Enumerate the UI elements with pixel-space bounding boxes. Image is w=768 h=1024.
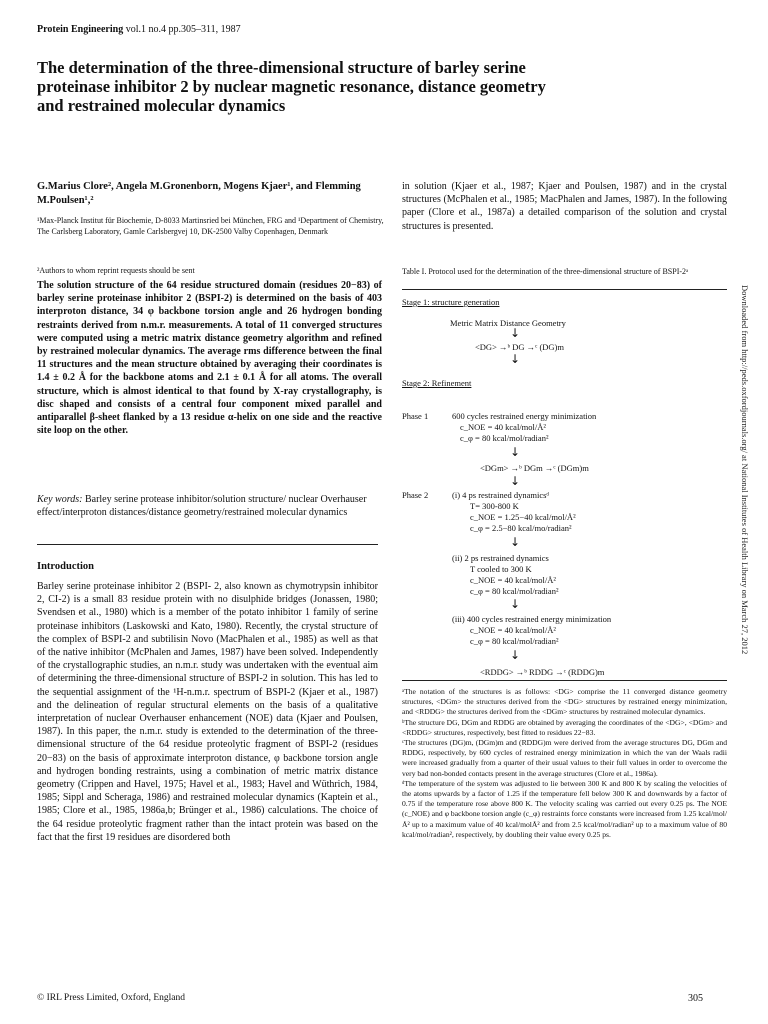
table-caption: Table I. Protocol used for the determination of the three-dimensional structure of BSPI-2ᵃ xyxy=(402,267,689,276)
keywords-text: Barley serine protease inhibitor/solution structure/ nuclear Overhauser effect/interproton distances/distance geometry/restrained molecular dynamics xyxy=(37,494,367,519)
phase2-line: (iii) 400 cycles restrained energy minimization xyxy=(452,614,612,624)
stage1-heading: Stage 1: structure generation xyxy=(402,297,500,307)
journal-header xyxy=(37,24,241,35)
down-arrow-icon: ↓ xyxy=(510,597,521,611)
phase2-line: T= 300-800 K xyxy=(470,501,519,511)
phase2-step-iii xyxy=(452,614,611,647)
footnote: ᶜThe structures (DG)m, (DGm)m and (RDDG)m were derived from the average structures DG, DGm and RDDG, respectively, by 600 cycles of restrained energy minimization in which the van der Waals radii were increased gradually from a quarter of their usual values to their full values in order to overcome the very bad non-bonded contacts present in the average structures (Clore et al., 1986a). xyxy=(402,738,727,778)
keywords-label: Key words: xyxy=(37,494,83,505)
download-watermark-text[interactable]: Downloaded from http://peds.oxfordjournals.org/ at National Institutes of Health Library on March 27, 2012 xyxy=(740,285,750,655)
phase2-step-i xyxy=(452,490,576,534)
down-arrow-icon: ↓ xyxy=(510,535,521,549)
intro-paragraph: Barley serine proteinase inhibitor 2 (BSPI- 2, also known as chymotrypsin inhibitor 2, CI-2) is a small 83 residue protein with no disulphide bridges (Jonassen, 1980; Svendsen et al., 1980) which is a member of the potato inhibitor 1 family of serine proteinase inhibitors (Laskowski and Kato, 1980). Recently, the crystal structure of the complex of BSPI-2 and subtilisin Novo (MacPhalen et al., 1985) as well as that of the native inhibitor (McPhalen and James, 1987) have been solved. Independently of the crystallographic studies, an n.m.r. study was undertaken with the eventual aim of determining the three-dimensional structure of BSPI-2 in solution. This has led to the sequential assignment of the ¹H-n.m.r. spectrum of BSPI-2 (Kjaer et al., 1987) and the delineation of regular structural elements on the basis of a qualitative interpretation of nuclear Overhauser enhancement (NOE) data (Kjaer and Poulsen, 1987). In this paper, the n.m.r. study is extended to the determination of the three-dimensional structure of the 64 residue proteolytic fragment of BSPI-2 (residues 20−83) on the basis of approximate interproton distance, φ backbone torsion angle and hydrogen bonding restraints, using a combination of metric matrix distance geometry (Crippen and Havel, 1975; Havel et al., 1983; Havel and Wüthrich, 1984, 1985; Sippl and Scheraga, 1986) and restrained molecular dynamics (Kaptein et al., 1985; Clore et al., 1985, 1986a,b; Brünger et al., 1986) calculations. The choice of the 64 residue proteolytic fragment rather than the intact protein was based on the fact that the first 19 residues are disordered both xyxy=(37,581,378,843)
phase1-line: 600 cycles restrained energy minimization xyxy=(452,411,597,421)
phase2-line: (ii) 2 ps restrained dynamics xyxy=(452,553,549,563)
phase1-equation: <DGm> →ᵇ DGm →ᶜ (DGm)m xyxy=(480,463,589,473)
page-number: 305 xyxy=(688,993,703,1004)
phase1-line: c_NOE = 40 kcal/mol/Å² xyxy=(460,422,546,432)
journal-details: vol.1 no.4 pp.305–311, 1987 xyxy=(125,24,241,35)
phase2-step-ii xyxy=(452,553,559,597)
abstract: The solution structure of the 64 residue structured domain (residues 20−83) of barley serine proteinase inhibitor 2 (BSPI-2) is determined on the basis of 403 interproton distance, 34 φ backbone torsion angle and 26 hydrogen bonding restraints derived from n.m.r. measurements. A total of 11 converged structures were computed using a metric matrix distance geometry algorithm and refined by restrained molecular dynamics. The average rms difference between the final 11 structures and the mean structure obtained by averaging their coordinates is 1.4 ± 0.2 Å for the backbone atoms and 2.1 ± 0.1 Å for all atoms. The overall structure, which is almost identical to that found by X-ray crystallography, is disc shaped and consists of a central four component mixed parallel and antiparallel β-sheet flanked by a 13 residue α-helix on one side and the reactive site loop on the other. xyxy=(37,280,382,437)
phase2-label: Phase 2 xyxy=(402,490,429,500)
intro-heading: Introduction xyxy=(37,561,94,572)
section-divider xyxy=(37,544,378,545)
phase1-block xyxy=(452,411,596,444)
keywords xyxy=(37,493,382,519)
phase2-line: c_NOE = 40 kcal/mol/Å² xyxy=(470,575,556,585)
down-arrow-icon: ↓ xyxy=(510,648,521,662)
down-arrow-icon: ↓ xyxy=(510,445,521,459)
footnote: ᵃThe notation of the structures is as follows: <DG> comprise the 11 converged distance geometry structures, <DGm> the structures derived from the <DG> structures by restrained energy minimization, and <RDDG> the structures derived from the <DGm> structures by restrained molecular dynamics. xyxy=(402,687,727,717)
paper-title: The determination of the three-dimensional structure of barley serine proteinase inhibitor 2 by nuclear magnetic resonance, distance geometry and restrained molecular dynamics xyxy=(37,58,546,115)
phase2-line: (i) 4 ps restrained dynamicsᵈ xyxy=(452,490,550,500)
correspondence-note: ²Authors to whom reprint requests should be sent xyxy=(37,266,195,275)
phase1-label: Phase 1 xyxy=(402,411,429,421)
stage1-equation: <DG> →ᵇ DG →ᶜ (DG)m xyxy=(475,342,564,352)
phase2-line: c_φ = 80 kcal/mol/radian² xyxy=(470,586,559,596)
phase2-line: c_NOE = 1.25−40 kcal/mol/Å² xyxy=(470,512,576,522)
final-equation: <RDDG> →ᵇ RDDG →ᶜ (RDDG)m xyxy=(480,667,605,677)
down-arrow-icon: ↓ xyxy=(510,474,521,488)
table-footnotes xyxy=(402,687,727,840)
intro-continuation: in solution (Kjaer et al., 1987; Kjaer and Poulsen, 1987) and in the crystal structures (McPhalen et al., 1985; MacPhalen and James, 1987). In the following paper (Clore et al., 1987a) a detailed comparison of the solution and crystal structures is presented. xyxy=(402,181,727,232)
down-arrow-icon: ↓ xyxy=(510,326,521,340)
stage2-heading: Stage 2: Refinement xyxy=(402,378,472,388)
mmdg-label: Metric Matrix Distance Geometry xyxy=(450,318,566,328)
phase2-line: c_φ = 2.5−80 kcal/mo/radian² xyxy=(470,523,572,533)
table-bottom-rule xyxy=(402,680,727,681)
table-top-rule xyxy=(402,289,727,290)
phase2-line: T cooled to 300 K xyxy=(470,564,532,574)
download-watermark xyxy=(738,285,752,755)
down-arrow-icon: ↓ xyxy=(510,352,521,366)
phase2-line: c_NOE = 40 kcal/mol/Å² xyxy=(470,625,556,635)
author-list: G.Marius Clore², Angela M.Gronenborn, Mogens Kjaer¹, and Flemming M.Poulsen¹,² xyxy=(37,181,361,206)
footnote: ᵇThe structure DG, DGm and RDDG are obtained by averaging the coordinates of the <DG>, <DGm> and <RDDG> structures, respectively, best fitted to residues 22−83. xyxy=(402,717,727,737)
footnote: ᵈThe temperature of the system was adjusted to lie between 300 K and 800 K by scaling the velocities of the atoms upwards by a factor of 1.25 if the temperature fell below 300 K and downwards by a factor of 0.75 if the temperature rose above 800 K. The velocity scaling was carried out every 0.25 ps. The NOE (c_NOE) and φ backbone torsion angle (c_φ) restraints force constants were increased from 1.25 kcal/mol/Å² up to a maximum value of 40 kcal/molÅ² and from 2.5 kcal/mol/radian² up to a maximum value of 80 kcal/mol/radian², respectively, by doubling their value every 0.25 ps. xyxy=(402,778,727,839)
phase2-line: c_φ = 80 kcal/mol/radian² xyxy=(470,636,559,646)
phase1-line: c_φ = 80 kcal/mol/radian² xyxy=(460,433,549,443)
copyright-footer: © IRL Press Limited, Oxford, England xyxy=(37,993,186,1003)
affiliation: ¹Max-Planck Institut für Biochemie, D-8033 Martinsried bei München, FRG and ¹Department of Chemistry, The Carlsberg Laboratory, Gamle Carlsbergvej 10, DK-2500 Valby Copenhagen, Denmark xyxy=(37,216,384,236)
journal-name: Protein Engineering xyxy=(37,24,124,35)
